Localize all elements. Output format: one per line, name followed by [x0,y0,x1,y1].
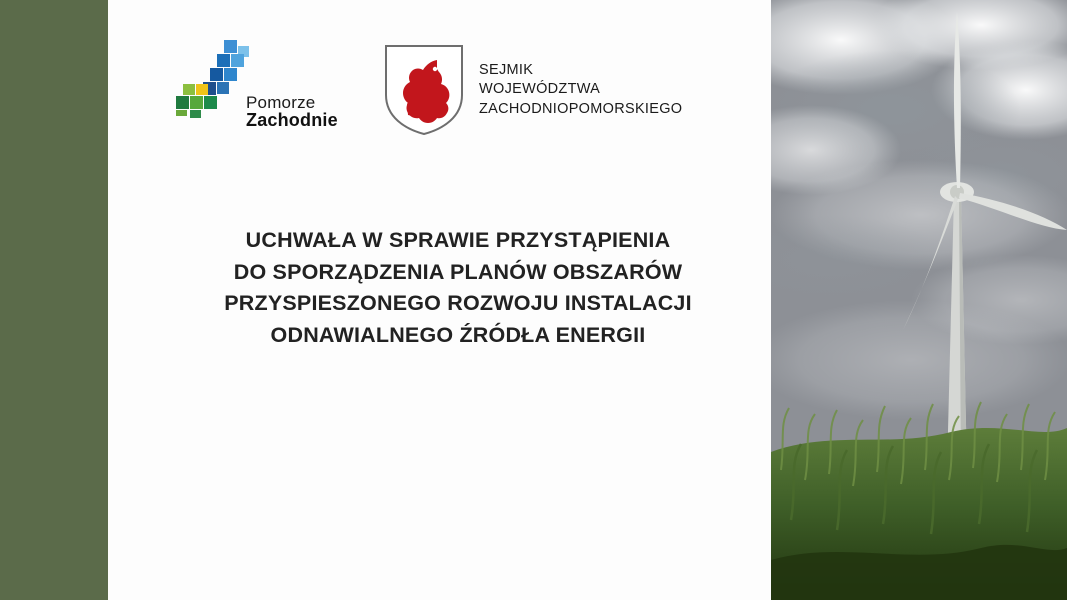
sejmik-line-2: WOJEWÓDZTWA [479,81,601,98]
pomorze-zachodnie-logo [168,38,343,143]
title-line-2: DO SPORZĄDZENIA PLANÓW OBSZARÓW [233,259,683,284]
wind-turbine-illustration-icon [771,0,1067,600]
zachodnie-line: Zachodnie [246,110,338,131]
page-title [178,225,738,351]
title-line-4: ODNAWIALNEGO ŹRÓDŁA ENERGII [270,322,646,347]
pomorze-zachodnie-wordmark [246,94,338,131]
sejmik-logo [383,40,683,140]
pomorze-zachodnie-pixel-mark-icon [174,40,256,118]
sejmik-line-3: ZACHODNIOPOMORSKIEGO [479,100,683,117]
wind-turbine-photo [771,0,1067,600]
slide-content-area [108,0,771,600]
pomorze-line: Pomorze [246,92,316,112]
logo-row [168,30,748,150]
title-line-3: PRZYSPIESZONEGO ROZWOJU INSTALACJI [224,291,692,316]
title-line-1: UCHWAŁA W SPRAWIE PRZYSTĄPIENIA [245,228,671,252]
sejmik-line-1: SEJMIK [479,62,534,79]
left-decorative-band [0,0,108,600]
griffin-coat-of-arms-icon [383,43,465,137]
sejmik-wordmark [479,61,682,118]
